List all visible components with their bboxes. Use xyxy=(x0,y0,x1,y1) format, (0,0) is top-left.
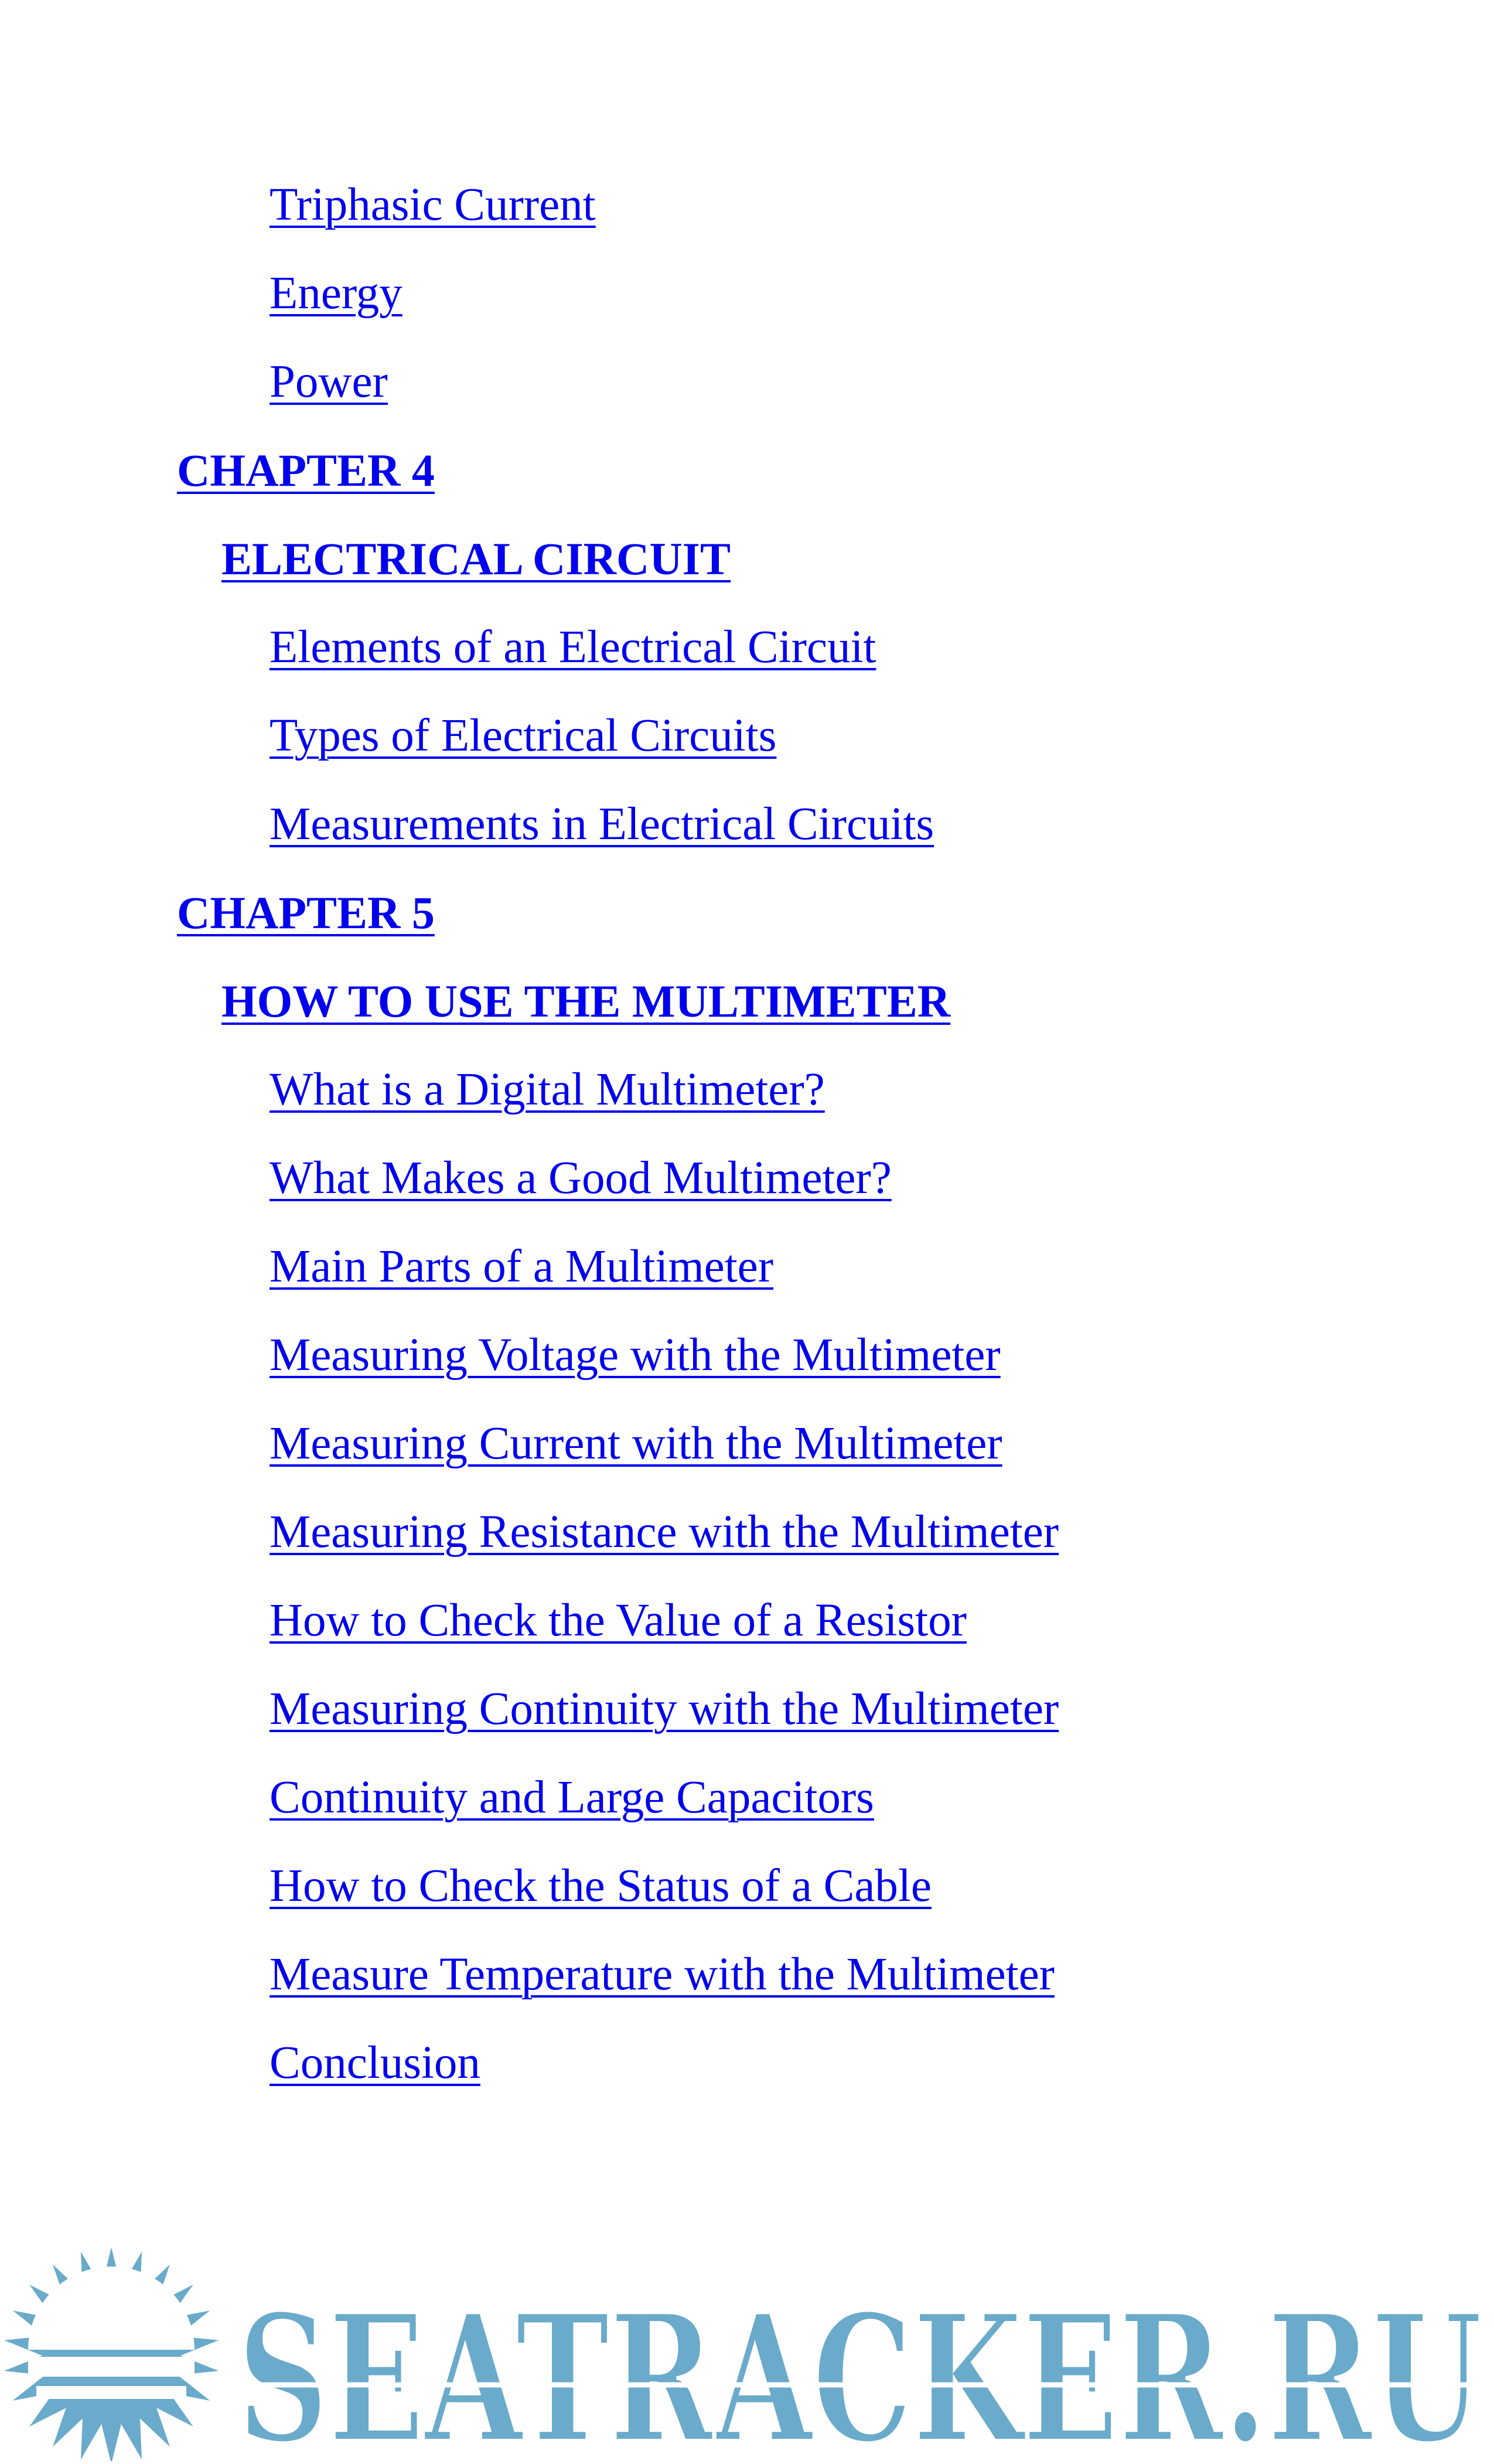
toc-link-measure-temperature[interactable]: Measure Temperature with the Multimeter xyxy=(270,1949,1055,2000)
toc-entry-good-multimeter xyxy=(0,1137,1494,1226)
toc-entry-measuring-continuity xyxy=(0,1668,1494,1757)
toc-link-measuring-continuity[interactable]: Measuring Continuity with the Multimeter xyxy=(270,1683,1059,1734)
toc-link-measuring-resistance[interactable]: Measuring Resistance with the Multimeter xyxy=(270,1507,1059,1558)
toc-link-main-parts[interactable]: Main Parts of a Multimeter xyxy=(270,1241,774,1292)
toc-link-triphasic-current[interactable]: Triphasic Current xyxy=(270,179,596,230)
toc-link-measuring-voltage[interactable]: Measuring Voltage with the Multimeter xyxy=(270,1330,1001,1381)
toc-entry-what-is-digital-multimeter xyxy=(0,1049,1494,1137)
toc-link-measurements-in-circuits[interactable]: Measurements in Electrical Circuits xyxy=(270,799,934,850)
toc-link-energy[interactable]: Energy xyxy=(270,268,403,319)
toc-entry-continuity-capacitors xyxy=(0,1757,1494,1845)
toc-entry-power xyxy=(0,341,1494,430)
toc-entry-measuring-voltage xyxy=(0,1314,1494,1403)
watermark xyxy=(0,2238,1494,2461)
toc-entry-check-cable xyxy=(0,1845,1494,1934)
toc-link-continuity-capacitors[interactable]: Continuity and Large Capacitors xyxy=(270,1772,874,1823)
toc-entry-measure-temperature xyxy=(0,1934,1494,2022)
toc-entry-elements-of-circuit xyxy=(0,606,1494,695)
toc-entry-electrical-circuit xyxy=(0,518,1494,606)
toc-entry-measuring-resistance xyxy=(0,1491,1494,1580)
toc-entry-types-of-circuits xyxy=(0,695,1494,783)
toc-link-good-multimeter[interactable]: What Makes a Good Multimeter? xyxy=(270,1153,892,1204)
toc-link-electrical-circuit[interactable]: ELECTRICAL CIRCUIT xyxy=(221,533,731,584)
toc-link-power[interactable]: Power xyxy=(270,356,388,407)
sun-logo-icon xyxy=(4,2247,219,2461)
toc-link-check-resistor[interactable]: How to Check the Value of a Resistor xyxy=(270,1595,967,1646)
toc-link-what-is-digital-multimeter[interactable]: What is a Digital Multimeter? xyxy=(270,1064,825,1115)
toc-link-elements-of-circuit[interactable]: Elements of an Electrical Circuit xyxy=(270,622,876,673)
toc-link-conclusion[interactable]: Conclusion xyxy=(270,2037,480,2088)
toc-link-how-to-use-multimeter[interactable]: HOW TO USE THE MULTIMETER xyxy=(221,976,951,1027)
toc-entry-check-resistor xyxy=(0,1580,1494,1668)
toc-entry-chapter-5 xyxy=(0,872,1494,960)
toc-link-types-of-circuits[interactable]: Types of Electrical Circuits xyxy=(270,710,777,761)
toc-link-measuring-current[interactable]: Measuring Current with the Multimeter xyxy=(270,1418,1002,1469)
toc-entry-measuring-current xyxy=(0,1403,1494,1491)
toc-link-chapter-4[interactable]: CHAPTER 4 xyxy=(177,445,435,496)
toc-entry-chapter-4 xyxy=(0,430,1494,518)
toc-entry-main-parts xyxy=(0,1226,1494,1314)
toc-entry-conclusion xyxy=(0,2022,1494,2111)
toc-entry-how-to-use-multimeter xyxy=(0,960,1494,1049)
toc-entry-triphasic-current xyxy=(0,164,1494,253)
watermark-text: SEATRACKER.RU xyxy=(237,2275,1482,2461)
toc-entry-measurements-in-circuits xyxy=(0,783,1494,872)
toc-link-check-cable[interactable]: How to Check the Status of a Cable xyxy=(270,1860,932,1911)
table-of-contents xyxy=(0,164,1494,2111)
toc-link-chapter-5[interactable]: CHAPTER 5 xyxy=(177,887,435,938)
toc-entry-energy xyxy=(0,253,1494,341)
